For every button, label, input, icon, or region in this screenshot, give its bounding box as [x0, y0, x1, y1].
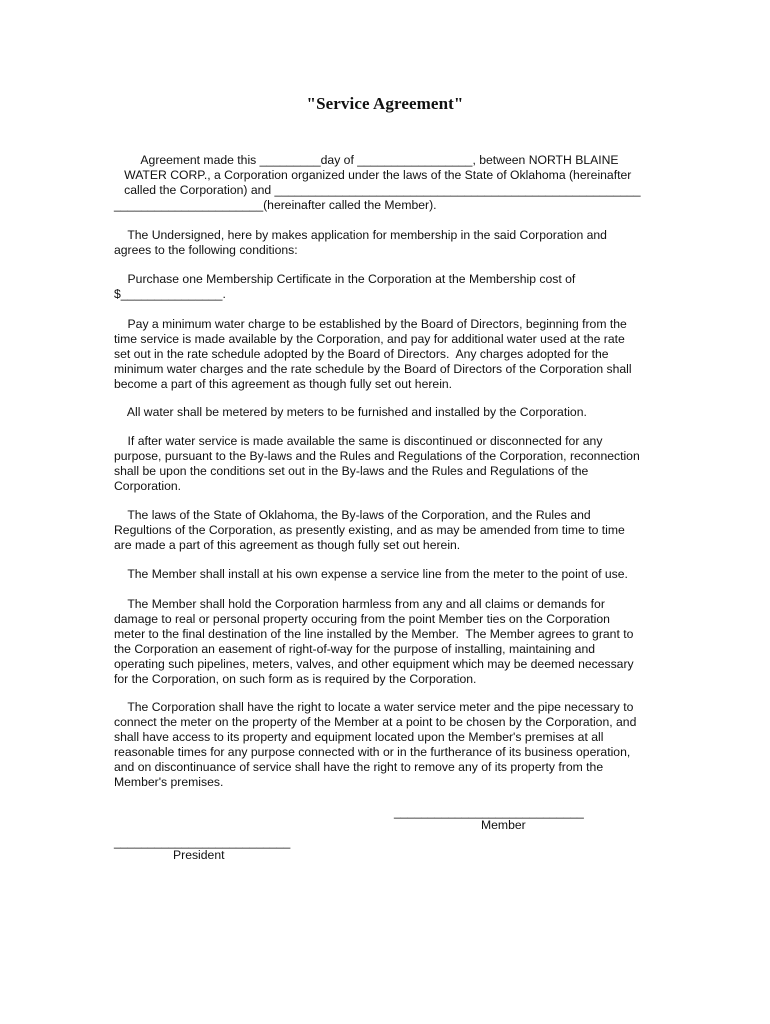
harmless-line-5: operating such pipelines, meters, valves, and other equipment which may be deemed necessary — [114, 656, 634, 671]
metered-line-1: All water shall be metered by meters to be furnished and installed by the Corporation. — [114, 405, 587, 419]
minimum-charge-line-5: become a part of this agreement as though fully set out herein. — [114, 376, 453, 391]
document-title: "Service Agreement" — [306, 94, 464, 113]
right-to-locate-line-2: connect the meter on the property of the Member at a point to be chosen by the Corporation, and — [114, 714, 637, 729]
purchase-line-1: Purchase one Membership Certificate in the Corporation at the Membership cost of — [114, 272, 576, 286]
right-to-locate-line-3: shall have access to its property and equipment located upon the Member's premises at all — [114, 729, 604, 744]
harmless-line-2: damage to real or personal property occuring from the point Member ties on the Corporation — [114, 611, 610, 626]
discontinued-line-3: shall be upon the conditions set out in the By-laws and the Rules and Regulations of the — [114, 463, 589, 478]
president-signature-line: __________________________ — [114, 835, 291, 849]
right-to-locate-line-4: reasonable times for any purpose connected with or in the furtherance of its business operation, — [114, 744, 631, 759]
member-signature-label: Member — [481, 818, 526, 832]
president-signature-label: President — [173, 848, 225, 862]
right-to-locate-line-1: The Corporation shall have the right to locate a water service meter and the pipe necessary to — [114, 700, 634, 714]
right-to-locate-line-5: and on discontinuance of service shall have the right to remove any of its property from the — [114, 759, 604, 774]
minimum-charge-paragraph — [114, 317, 664, 392]
discontinued-line-4: Corporation. — [114, 478, 182, 493]
laws-line-2: Regultions of the Corporation, as presently existing, and as may be amended from time to time — [114, 522, 625, 537]
harmless-line-3: meter to the final destination of the line installed by the Member. The Member agrees to grant to — [114, 626, 634, 641]
discontinued-line-2: purpose, pursuant to the By-laws and the Rules and Regulations of the Corporation, reconnection — [114, 448, 640, 463]
laws-line-1: The laws of the State of Oklahoma, the By-laws of the Corporation, and the Rules and — [114, 508, 591, 522]
undersigned-line-2: agrees to the following conditions: — [114, 242, 298, 257]
harmless-line-6: for the Corporation, on such form as is required by the Corporation. — [114, 671, 477, 686]
intro-paragraph — [114, 153, 664, 213]
discontinued-line-1: If after water service is made available the same is discontinued or disconnected for any — [114, 434, 603, 448]
purchase-paragraph — [114, 272, 664, 302]
undersigned-line-1: The Undersigned, here by makes application for membership in the said Corporation and — [114, 228, 607, 242]
right-to-locate-paragraph — [114, 700, 664, 789]
undersigned-paragraph — [114, 228, 664, 258]
intro-line-1: Agreement made this _________day of _________________, between NORTH BLAINE — [114, 153, 619, 167]
service-line-paragraph — [114, 567, 664, 582]
harmless-line-1: The Member shall hold the Corporation harmless from any and all claims or demands for — [114, 597, 605, 611]
service-line-line-1: The Member shall install at his own expense a service line from the meter to the point of use. — [114, 567, 628, 581]
intro-line-2: WATER CORP., a Corporation organized under the laws of the State of Oklahoma (hereinafter — [114, 167, 632, 182]
member-signature-line: ____________________________ — [394, 805, 584, 819]
laws-line-3: are made a part of this agreement as though fully set out herein. — [114, 537, 461, 552]
minimum-charge-line-1: Pay a minimum water charge to be established by the Board of Directors, beginning from the — [114, 317, 627, 331]
metered-paragraph — [114, 405, 664, 420]
harmless-line-4: the Corporation an easement of right-of-way for the purpose of installing, maintaining and — [114, 641, 596, 656]
purchase-line-2: $_______________. — [114, 286, 226, 301]
harmless-paragraph — [114, 597, 664, 686]
right-to-locate-line-6: Member's premises. — [114, 774, 224, 789]
minimum-charge-line-3: set out in the rate schedule adopted by the Board of Directors. Any charges adopted for the — [114, 346, 609, 361]
discontinued-paragraph — [114, 434, 664, 494]
minimum-charge-line-2: time service is made available by the Corporation, and pay for additional water used at the rate — [114, 331, 625, 346]
minimum-charge-line-4: minimum water charges and the rate schedule by the Board of Directors of the Corporation shall — [114, 361, 632, 376]
intro-line-4: ______________________(hereinafter called the Member). — [114, 197, 437, 212]
intro-line-3: called the Corporation) and ______________________________________________________ — [114, 182, 641, 197]
laws-paragraph — [114, 508, 664, 553]
